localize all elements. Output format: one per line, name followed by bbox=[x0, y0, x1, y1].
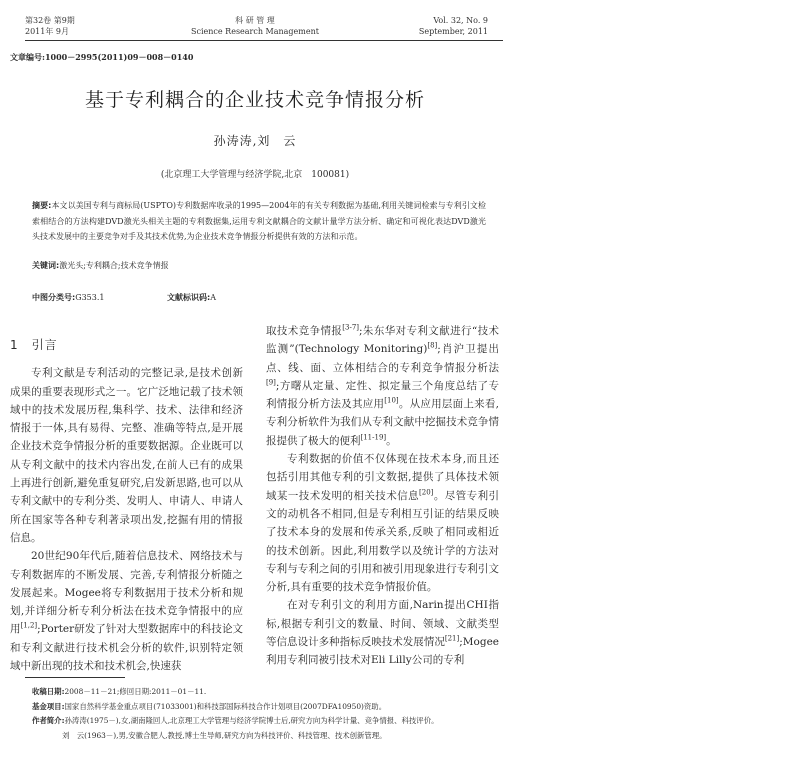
volume-issue-en: Vol. 32, No. 9 bbox=[433, 16, 488, 25]
paragraph bbox=[266, 596, 499, 669]
paragraph-text: ;方曙从定量、定性、拟定量三个角度总结了专利情报分析方法及其应用 bbox=[266, 379, 499, 411]
paragraph-text: ;肖沪卫提出点、线、面、立体相结合的专利竞争情报分析法 bbox=[266, 343, 499, 374]
abstract-text: 本文以美国专利与商标局(USPTO)专利数据库收录的1995—2004年的有关专利数据为基础,利用关键词检索与专利引文检索相结合的方法构建DVD激光头相关主题的专利数据集,运用专利文献耦合的文献计量学方法分析、确定和可视化表达DVD激光头技术发展中的主要竞争对手及其技术优势,为企业技术竞争情报分析提供有效的方法和示范。 bbox=[32, 201, 486, 241]
section-heading-introduction: 1 引言 bbox=[10, 338, 58, 352]
affiliation: (北京理工大学管理与经济学院,北京 100081) bbox=[160, 170, 350, 180]
paper-title: 基于专利耦合的企业技术竞争情报分析 bbox=[84, 89, 425, 111]
abstract-label: 摘要: bbox=[32, 201, 52, 210]
author2-info: 刘 云(1963－),男,安徽合肥人,教授,博士生导师,研究方向为科技评价、科技管理、技术创新管理。 bbox=[62, 730, 387, 740]
paragraph-text: ;Porter研发了针对大型数据库中的科技论文和专利文献进行技术机会分析的软件,识别特定领域中新出现的技术和技术机会,快速获 bbox=[10, 623, 243, 673]
author-label: 作者简介: bbox=[32, 716, 65, 725]
body-left-column bbox=[10, 322, 243, 675]
keywords bbox=[32, 260, 169, 271]
paragraph-text: 在对专利引文的利用方面,Narin提出CHI指标,根据专利引文的数量、时间、领域、文献类型等信息设计多种指标反映技术发展情况 bbox=[266, 599, 499, 649]
received-text: 2008－11－21;修回日期:2011－01－11. bbox=[64, 687, 207, 696]
article-number: 文章编号:1000－2995(2011)09－008－0140 bbox=[10, 52, 194, 62]
volume-issue: 第32卷 第9期 bbox=[25, 16, 75, 25]
classification-label: 中图分类号: bbox=[32, 293, 76, 302]
author1-text: 孙涛涛(1975－),女,湖南隆回人,北京理工大学管理与经济学院博士后,研究方向为科学计量、竞争情报、科技评价。 bbox=[64, 716, 439, 725]
document-code-label: 文献标识码: bbox=[167, 293, 211, 302]
running-header-left bbox=[25, 15, 75, 37]
document-code bbox=[167, 292, 216, 303]
paragraph-text: 专利数据的价值不仅体现在技术本身,而且还包括引用其他专利的引文数据,提供了具体技术领域某一技术发明的相关技术信息 bbox=[266, 453, 499, 502]
citation: [8] bbox=[427, 341, 438, 350]
paragraph-text: 取技术竞争情报 bbox=[266, 325, 343, 337]
paragraph-text: 。从应用层面上来看,专利分析软件为我们从专利文献中挖掘技术竞争情报提供了极大的便利 bbox=[266, 398, 500, 447]
body-right-column bbox=[266, 322, 499, 670]
paragraph bbox=[266, 322, 499, 450]
paragraph-text: ;Mogee利用专利同被引技术对Eli Lilly公司的专利 bbox=[266, 636, 499, 667]
received-label: 收稿日期: bbox=[32, 687, 65, 696]
paragraph-text: 。 bbox=[386, 434, 397, 447]
citation: [21] bbox=[444, 634, 460, 643]
fund-label: 基金项目: bbox=[32, 701, 65, 711]
paragraph: 专利文献是专利活动的完整记录,是技术创新成果的重要表现形式之一。它广泛地记载了技术领域中的技术发展历程,集科学、技术、法律和经济情报于一体,具有易得、完整、准确等特点,是开展企业技术竞争情报分析的重要数据源。企业既可以从专利文献中的技术内容出发,在前人已有的成果上再进行创新,避免重复研究,启发新思路,也可以从专利文献中的专利分类、发明人、申请人、申请人所在国家等各种专利著录项出发,挖掘有用的情报信息。 bbox=[10, 367, 243, 544]
header-rule bbox=[25, 40, 503, 41]
citation: [1,2] bbox=[20, 621, 38, 630]
paragraph-text: ;朱东华对专利文献进行“技术监测”(Technology Monitoring) bbox=[266, 325, 500, 356]
running-header-center bbox=[185, 15, 325, 37]
paragraph bbox=[10, 547, 243, 675]
classification-value: G353.1 bbox=[75, 293, 105, 302]
paragraph-text: 20世纪90年代后,随着信息技术、网络技术与专利数据库的不断发展、完善,专利情报分析随之发展起来。Mogee将专利数据用于技术分析和规划,并详细分析专利分析法在技术竞争情报中的应用 bbox=[10, 550, 243, 636]
paragraph-text: 。尽管专利引文的动机各不相同,但是专利相互引证的结果反映了技术本身的发展和传承关系,反映了相同或相近的技术创新。因此,利用数学以及统计学的方法对专利与专利之间的引用和被引用现象进行专利引文分析,具有重要的技术竞争情报价值。 bbox=[266, 489, 500, 594]
keywords-label: 关键词: bbox=[32, 261, 60, 270]
journal-name-en: Science Research Management bbox=[191, 27, 319, 36]
citation: [20] bbox=[419, 488, 434, 497]
date-en: September, 2011 bbox=[418, 27, 488, 36]
citation: [3-7] bbox=[342, 323, 359, 332]
paragraph bbox=[266, 450, 499, 596]
keywords-text: 激光头;专利耦合;技术竞争情报 bbox=[59, 261, 169, 270]
fund-info bbox=[32, 700, 502, 715]
fund-text: 国家自然科学基金重点项目(71033001)和科技部国际科技合作计划项目(2007DFA10950)资助。 bbox=[64, 701, 387, 711]
authors: 孙涛涛,刘 云 bbox=[213, 134, 297, 148]
year-month: 2011年 9月 bbox=[25, 27, 69, 36]
footnote-rule bbox=[25, 677, 125, 678]
journal-name-cn: 科 研 管 理 bbox=[235, 16, 275, 25]
abstract bbox=[32, 198, 486, 245]
citation: [11-19] bbox=[360, 433, 387, 442]
received-date bbox=[32, 685, 502, 700]
classification-number bbox=[32, 292, 105, 303]
running-header-right bbox=[400, 15, 488, 37]
footnotes bbox=[32, 685, 502, 743]
author-info bbox=[32, 714, 502, 729]
document-code-value: A bbox=[210, 293, 216, 302]
citation: [10] bbox=[384, 396, 399, 405]
citation: [9] bbox=[266, 378, 276, 387]
